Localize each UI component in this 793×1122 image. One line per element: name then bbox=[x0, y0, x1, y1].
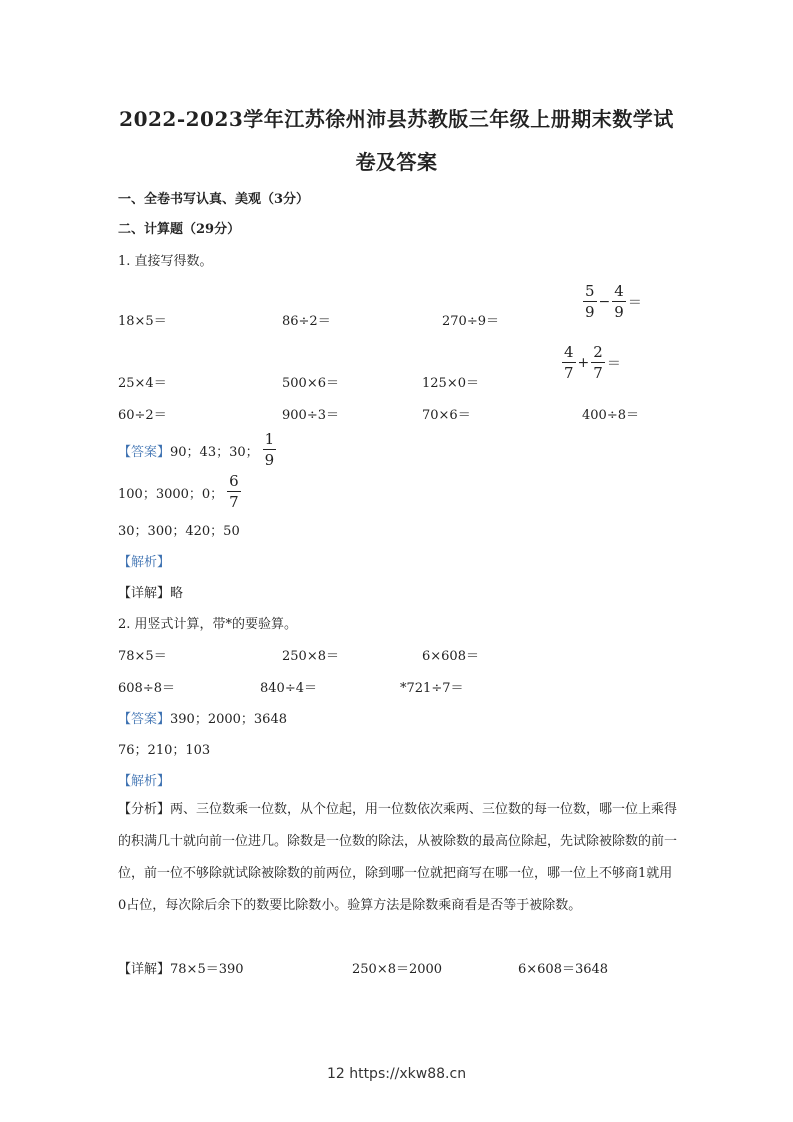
answer-text: 100；3000；0； bbox=[118, 486, 224, 502]
answer-tag: 【答案】 bbox=[118, 444, 171, 460]
detail-tag: 【详解】 bbox=[118, 962, 171, 977]
fraction bbox=[591, 345, 605, 381]
q1-item: 125×0＝ bbox=[422, 376, 479, 391]
detail-item: 78×5＝390 bbox=[170, 962, 244, 977]
page-footer: 12 https://xkw88.cn bbox=[326, 1066, 467, 1082]
q1-item: 900÷3＝ bbox=[282, 408, 339, 423]
operator: − bbox=[598, 294, 611, 310]
q2-item: *721÷7＝ bbox=[400, 681, 464, 696]
q1-item: 270÷9＝ bbox=[442, 314, 499, 329]
numerator: 4 bbox=[614, 282, 624, 300]
denominator: 7 bbox=[593, 364, 603, 382]
q2-item: 840÷4＝ bbox=[260, 681, 317, 696]
page-title: 2022-2023学年江苏徐州沛县苏教版三年级上册期末数学试 bbox=[119, 107, 674, 131]
equals-sign: ＝ bbox=[627, 295, 642, 311]
q2-answer-line-2: 76；210；103 bbox=[118, 743, 211, 758]
fraction bbox=[583, 284, 597, 320]
fraction bbox=[562, 345, 576, 381]
question-2-prompt: 2. 用竖式计算，带*的要验算。 bbox=[118, 617, 298, 632]
equals-sign: ＝ bbox=[606, 356, 621, 372]
q1-detail: 【详解】略 bbox=[118, 586, 184, 601]
q1-fraction-expression bbox=[562, 345, 621, 381]
denominator: 9 bbox=[614, 303, 624, 321]
answer-text: 90；43；30； bbox=[170, 444, 259, 460]
section-heading-1: 一、全卷书写认真、美观（3分） bbox=[118, 192, 310, 207]
answer-tag: 【答案】 bbox=[118, 712, 171, 727]
fraction bbox=[227, 474, 241, 510]
numerator: 2 bbox=[593, 343, 603, 361]
denominator: 7 bbox=[229, 493, 239, 511]
q1-answer-line-3: 30；300；420；50 bbox=[118, 524, 240, 539]
q1-item: 86÷2＝ bbox=[282, 314, 331, 329]
q1-item: 60÷2＝ bbox=[118, 408, 167, 423]
q2-analysis-tag: 【解析】 bbox=[118, 774, 171, 789]
q1-answer-line-1 bbox=[118, 432, 276, 468]
q2-answer-line-1 bbox=[118, 708, 287, 727]
numerator: 1 bbox=[264, 430, 275, 448]
q1-item: 25×4＝ bbox=[118, 376, 167, 391]
q2-item: 6×608＝ bbox=[422, 649, 479, 664]
page-title-continued: 卷及答案 bbox=[355, 150, 438, 174]
detail-item: 6×608＝3648 bbox=[518, 962, 609, 977]
q2-item: 78×5＝ bbox=[118, 649, 167, 664]
answer-text: 390；2000；3648 bbox=[170, 712, 287, 727]
q2-detail-line bbox=[118, 958, 244, 977]
q2-item: 250×8＝ bbox=[282, 649, 339, 664]
denominator: 9 bbox=[264, 451, 275, 469]
q1-item: 500×6＝ bbox=[282, 376, 339, 391]
section-heading-2: 二、计算题（29分） bbox=[118, 222, 241, 237]
denominator: 7 bbox=[564, 364, 574, 382]
q1-analysis-tag: 【解析】 bbox=[118, 555, 171, 570]
q1-item: 18×5＝ bbox=[118, 314, 167, 329]
fraction bbox=[263, 432, 277, 468]
numerator: 5 bbox=[585, 282, 595, 300]
q1-item: 400÷8＝ bbox=[582, 408, 639, 423]
denominator: 9 bbox=[585, 303, 595, 321]
fraction bbox=[612, 284, 626, 320]
detail-item: 250×8＝2000 bbox=[352, 962, 443, 977]
q1-answer-line-2 bbox=[118, 474, 241, 510]
q1-item: 70×6＝ bbox=[422, 408, 471, 423]
numerator: 6 bbox=[229, 472, 239, 490]
numerator: 4 bbox=[564, 343, 574, 361]
question-1-prompt: 1. 直接写得数。 bbox=[118, 254, 213, 269]
q1-fraction-expression bbox=[583, 284, 642, 320]
q2-analysis-paragraph: 【分析】两、三位数乘一位数，从个位起，用一位数依次乘两、三位数的每一位数，哪一位上乘得的积满几十就向前一位进几。除数是一位数的除法，从被除数的最高位除起，先试除被除数的前一位，前一位不够除就试除被除数的前两位，除到哪一位就把商写在哪一位，哪一位上不够商1就用0占位，每次除后余下的数要比除数小。验算方法是除数乘商看是否等于被除数。 bbox=[118, 802, 678, 913]
operator: + bbox=[577, 355, 590, 371]
q2-item: 608÷8＝ bbox=[118, 681, 175, 696]
